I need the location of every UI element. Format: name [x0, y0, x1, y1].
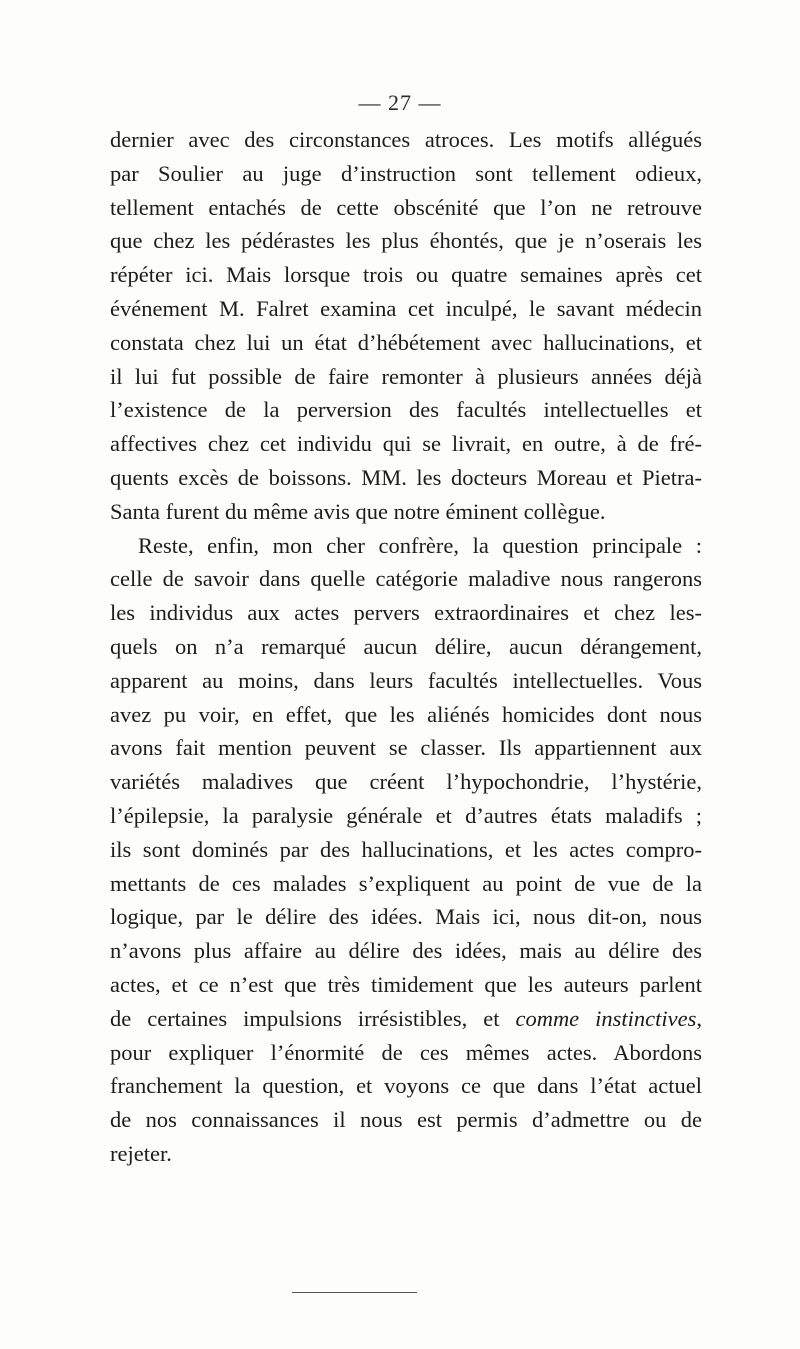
text-line: [110, 1002, 702, 1036]
text-line: affectives chez cet individu qui se livrait, en outre, à de fré-: [110, 431, 702, 457]
text-line: l’épilepsie, la paralysie générale et d’autres états maladifs ;: [110, 802, 702, 828]
text-line: avez pu voir, en effet, que les aliénés homicides dont nous: [110, 701, 702, 727]
text-line: apparent au moins, dans leurs facultés intellectuelles. Vous: [110, 667, 702, 693]
text-line: pour expliquer l’énormité de ces mêmes actes. Abordons: [110, 1039, 702, 1065]
text-line: que chez les pédérastes les plus éhontés, que je n’oserais les: [110, 228, 702, 254]
page-number: — 27 —: [358, 90, 442, 115]
section-divider: [292, 1292, 417, 1293]
text-line: l’existence de la perversion des facultés intellectuelles et: [110, 397, 702, 423]
text-line: tellement entachés de cette obscénité que l’on ne retrouve: [110, 194, 702, 220]
text-segment: ,: [696, 1005, 703, 1031]
text-line: rejeter.: [110, 1140, 172, 1166]
body-text: [110, 123, 702, 1171]
text-line: actes, et ce n’est que très timidement que les auteurs parlent: [110, 971, 702, 997]
text-line: celle de savoir dans quelle catégorie maladive nous rangerons: [110, 566, 702, 592]
text-line: avons fait mention peuvent se classer. Ils appartiennent aux: [110, 735, 702, 761]
text-line: dernier avec des circonstances atroces. Les motifs allégués: [110, 127, 702, 152]
text-line: Santa furent du même avis que notre éminent collègue.: [110, 498, 606, 524]
text-line: variétés maladives que créent l’hypochondrie, l’hystérie,: [110, 769, 702, 795]
text-line: il lui fut possible de faire remonter à plusieurs années déjà: [110, 363, 702, 389]
text-line: événement M. Falret examina cet inculpé, le savant médecin: [110, 295, 702, 321]
text-line: répéter ici. Mais lorsque trois ou quatre semaines après cet: [110, 262, 702, 288]
text-line: quels on n’a remarqué aucun délire, aucun dérangement,: [110, 633, 702, 659]
text-line: logique, par le délire des idées. Mais ici, nous dit-on, nous: [110, 904, 702, 930]
italic-phrase: comme instinctives: [515, 1005, 697, 1031]
text-line: mettants de ces malades s’expliquent au point de vue de la: [110, 870, 702, 896]
text-line: ils sont dominés par des hallucinations, et les actes compro-: [110, 836, 702, 862]
text-line: n’avons plus affaire au délire des idées, mais au délire des: [110, 938, 702, 964]
text-segment: de certaines impulsions irrésistibles, et: [110, 1005, 516, 1031]
text-line: les individus aux actes pervers extraordinaires et chez les-: [110, 600, 702, 626]
text-line: quents excès de boissons. MM. les docteurs Moreau et Pietra-: [110, 464, 702, 490]
text-line: constata chez lui un état d’hébétement avec hallucinations, et: [110, 329, 702, 355]
text-line: franchement la question, et voyons ce que dans l’état actuel: [110, 1073, 702, 1099]
text-line: par Soulier au juge d’instruction sont tellement odieux,: [110, 160, 702, 186]
text-line: de nos connaissances il nous est permis d’admettre ou de: [110, 1107, 702, 1133]
text-line: Reste, enfin, mon cher confrère, la question principale :: [138, 532, 702, 558]
